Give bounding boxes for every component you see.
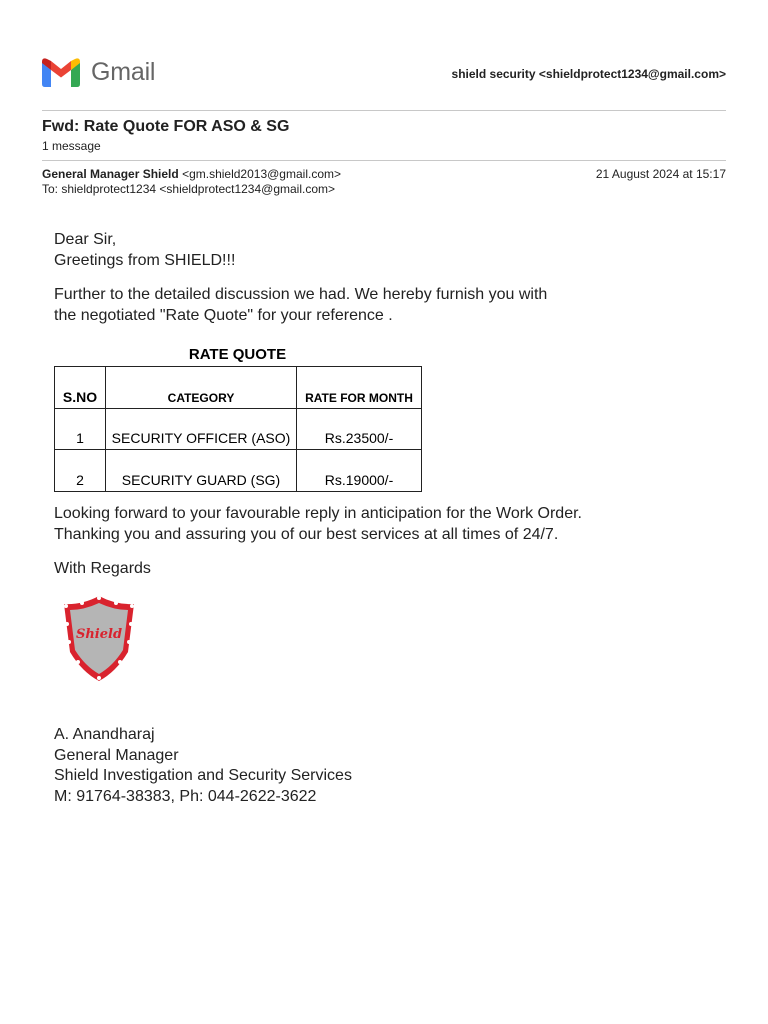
shield-logo [54,590,144,686]
closing-line-2: Thanking you and assuring you of our best services at all times of 24/7. [54,525,559,543]
sender-line [42,167,341,181]
signature-block [54,725,352,807]
gmail-wordmark: Gmail [91,58,156,86]
email-body [54,230,734,326]
rate-quote-title: RATE QUOTE [188,346,287,363]
signature-company: Shield Investigation and Security Services [54,767,352,784]
signature-name: A. Anandharaj [54,726,155,743]
header-rate: RATE FOR MONTH [297,367,422,409]
recipient-line: To: shieldprotect1234 <shieldprotect1234@gmail.com> [42,182,336,196]
closing-paragraph [54,504,734,580]
cell-category: SECURITY GUARD (SG) [106,450,297,492]
rate-quote-table [54,366,422,492]
intro-line-2: the negotiated "Rate Quote" for your reference . [54,306,393,324]
table-row [55,450,422,492]
email-subject: Fwd: Rate Quote FOR ASO & SG [42,118,290,135]
signature-title: General Manager [54,746,179,764]
table-header-row [55,367,422,409]
cell-rate: Rs.19000/- [297,450,422,492]
header-category: CATEGORY [106,367,297,409]
closing-line-1: Looking forward to your favourable reply in anticipation for the Work Order. [54,505,582,522]
intro-line-1: Further to the detailed discussion we had. We hereby furnish you with [54,286,548,303]
cell-rate: Rs.23500/- [297,409,422,450]
gmail-m-icon [42,58,80,87]
greeting-line-2: Greetings from SHIELD!!! [54,251,236,269]
subject-divider [42,160,726,161]
sender-email: <gm.shield2013@gmail.com> [182,167,341,181]
signature-contact: M: 91764-38383, Ph: 044-2622-3622 [54,787,317,805]
message-count: 1 message [42,139,101,153]
logo-text: Shield [75,627,123,642]
email-date: 21 August 2024 at 15:17 [595,167,726,181]
header-sno: S.NO [55,367,106,409]
table-row [55,409,422,450]
cell-sno: 2 [55,450,106,492]
cell-sno: 1 [55,409,106,450]
greeting: Dear Sir, [54,231,117,248]
header-divider [42,110,726,111]
gmail-header [42,58,726,90]
shield-icon [54,590,144,686]
account-address: shield security <shieldprotect1234@gmail.com> [451,67,726,81]
regards-line: With Regards [54,560,151,577]
cell-category: SECURITY OFFICER (ASO) [106,409,297,450]
sender-name: General Manager Shield [42,167,179,181]
gmail-logo [42,58,155,87]
